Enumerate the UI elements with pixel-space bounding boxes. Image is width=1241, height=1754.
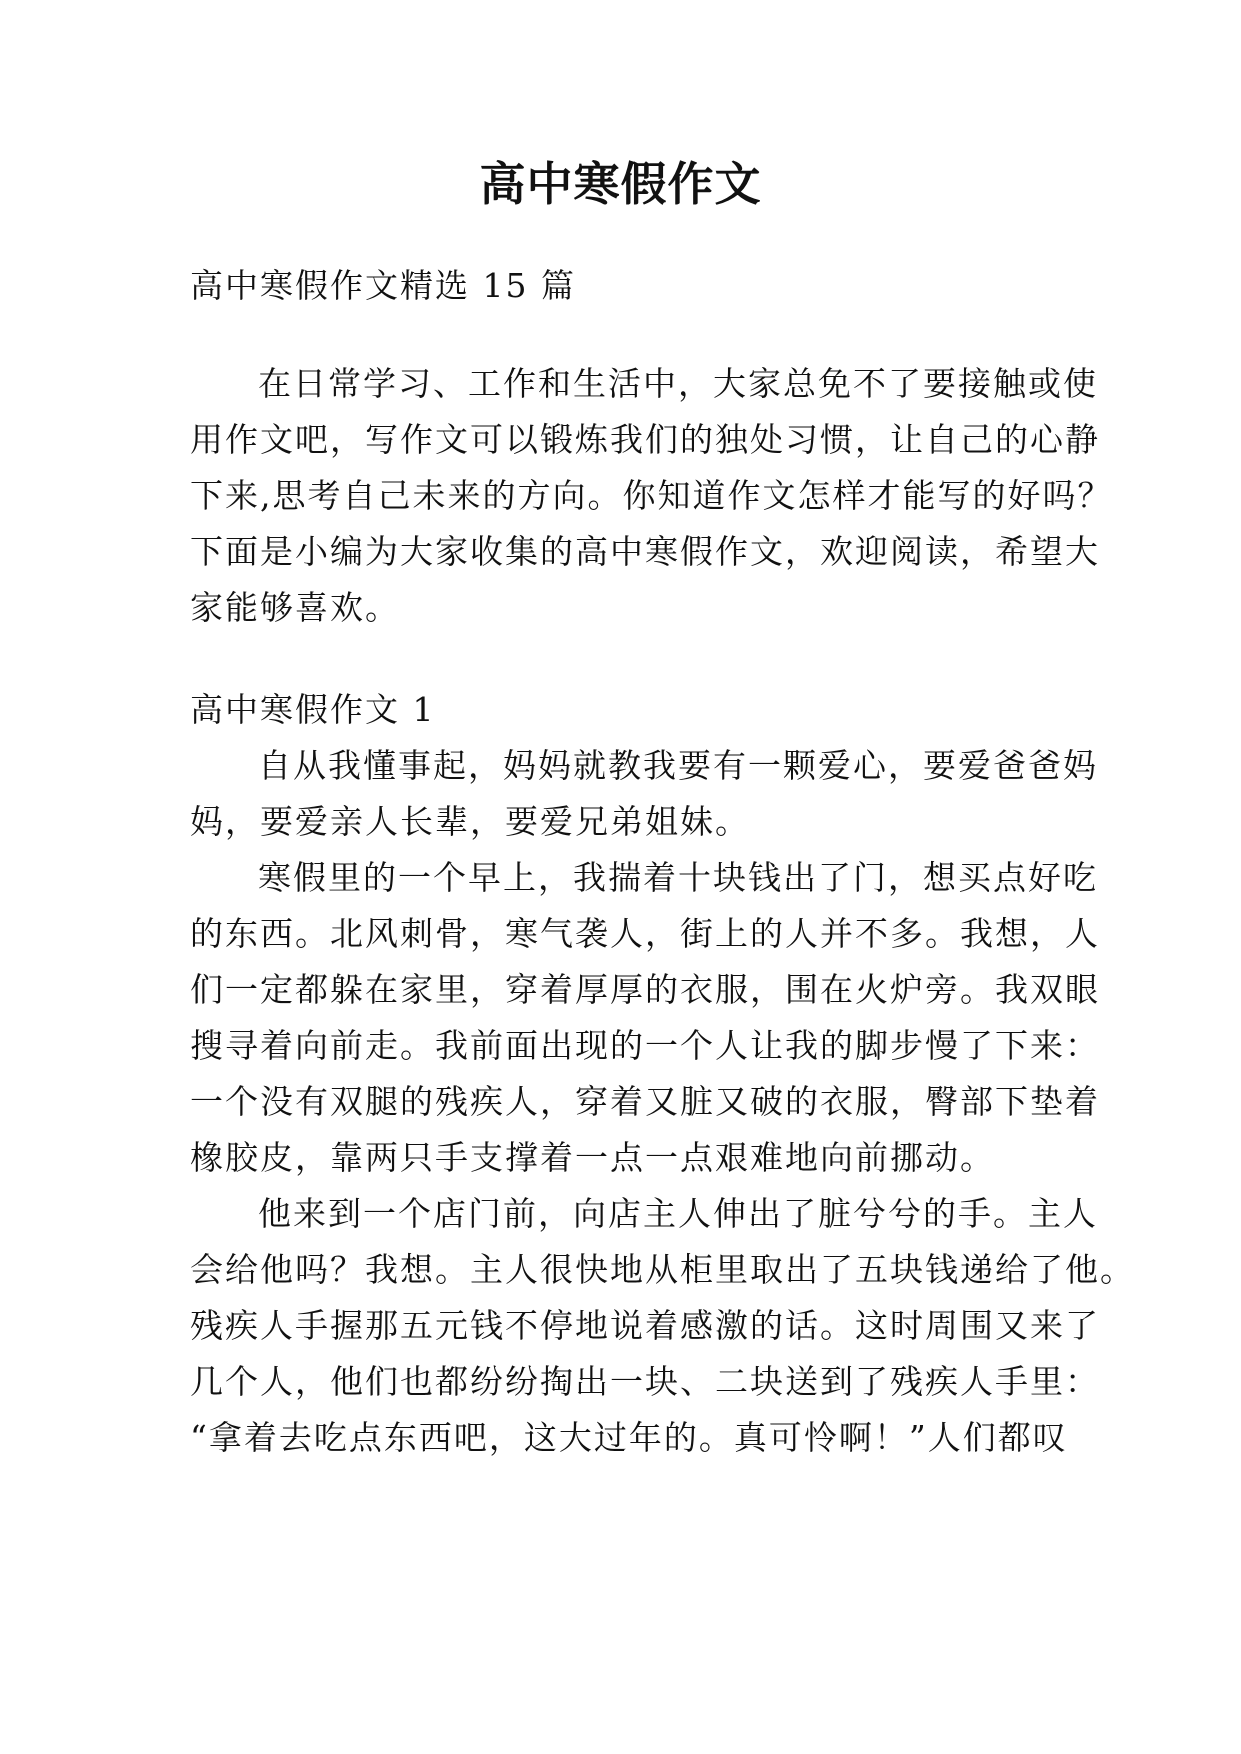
intro-line: 下面是小编为大家收集的高中寒假作文，欢迎阅读，希望大 — [190, 532, 1100, 571]
essay1-heading: 高中寒假作文 1 — [190, 690, 436, 729]
essay1-line: 会给他吗？我想。主人很快地从柜里取出了五块钱递给了他。 — [190, 1250, 1135, 1289]
essay1-line: 们一定都躲在家里，穿着厚厚的衣服，围在火炉旁。我双眼 — [190, 970, 1100, 1009]
intro-line: 在日常学习、工作和生活中，大家总免不了要接触或使 — [258, 364, 1098, 403]
intro-line: 用作文吧，写作文可以锻炼我们的独处习惯，让自己的心静 — [190, 420, 1100, 459]
essay1-line: 自从我懂事起，妈妈就教我要有一颗爱心，要爱爸爸妈 — [258, 746, 1098, 785]
essay1-line: 几个人，他们也都纷纷掏出一块、二块送到了残疾人手里： — [190, 1362, 1100, 1401]
essay1-line: 一个没有双腿的残疾人，穿着又脏又破的衣服，臀部下垫着 — [190, 1082, 1100, 1121]
essay1-line: 搜寻着向前走。我前面出现的一个人让我的脚步慢了下来： — [190, 1026, 1100, 1065]
essay1-line: 橡胶皮，靠两只手支撑着一点一点艰难地向前挪动。 — [190, 1138, 995, 1177]
essay1-line: 妈，要爱亲人长辈，要爱兄弟姐妹。 — [190, 802, 750, 841]
essay1-line: 他来到一个店门前，向店主人伸出了脏兮兮的手。主人 — [258, 1194, 1098, 1233]
intro-line: 下来,思考自己未来的方向。你知道作文怎样才能写的好吗？ — [190, 476, 1113, 515]
intro-line: 家能够喜欢。 — [190, 588, 400, 627]
document-title: 高中寒假作文 — [479, 157, 762, 211]
essay1-line: “拿着去吃点东西吧，这大过年的。真可怜啊！”人们都叹 — [190, 1418, 1068, 1457]
essay1-line: 寒假里的一个早上，我揣着十块钱出了门，想买点好吃 — [258, 858, 1098, 897]
essay1-line: 残疾人手握那五元钱不停地说着感激的话。这时周围又来了 — [190, 1306, 1100, 1345]
document-subtitle: 高中寒假作文精选 15 篇 — [190, 266, 576, 305]
essay1-line: 的东西。北风刺骨，寒气袭人，街上的人并不多。我想，人 — [190, 914, 1100, 953]
